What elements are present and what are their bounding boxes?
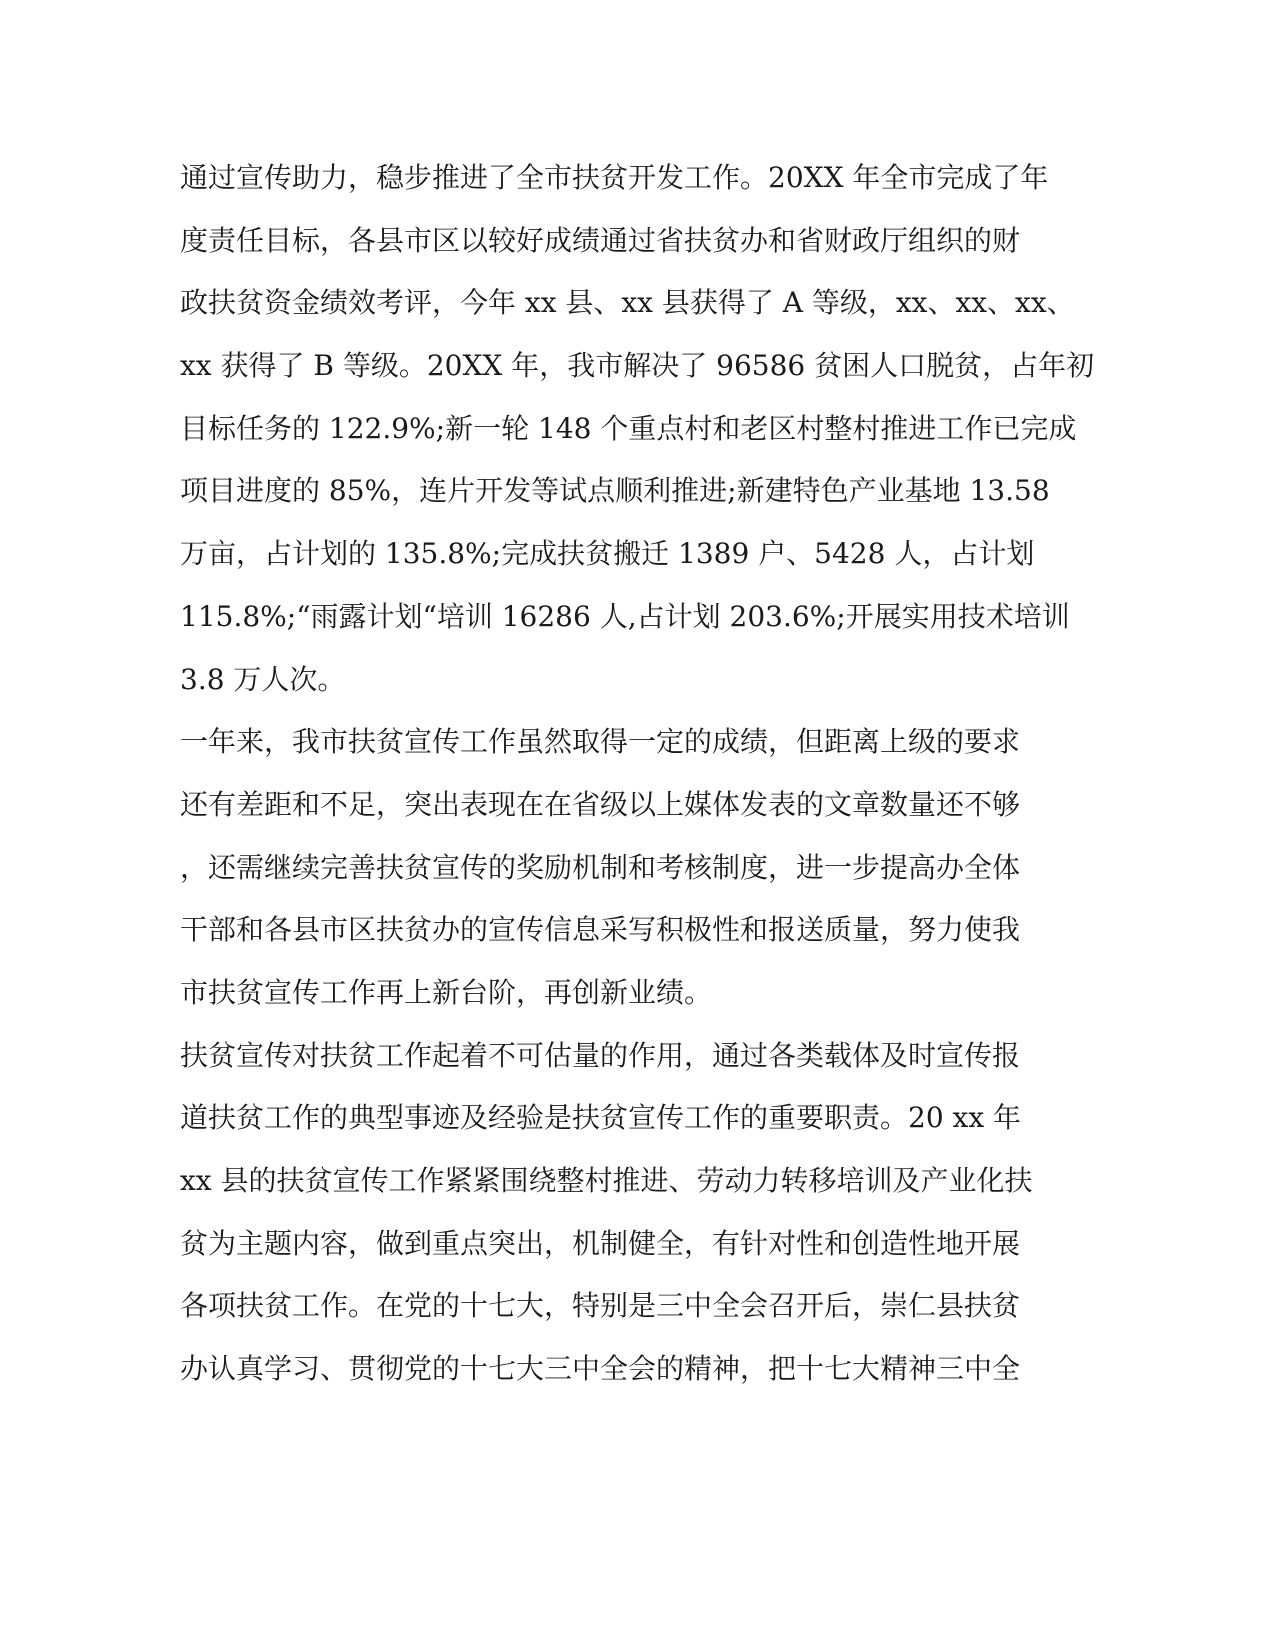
text-line: 政扶贫资金绩效考评，今年 xx 县、xx 县获得了 A 等级，xx、xx、xx、 xyxy=(180,286,1075,320)
text-line: 市扶贫宣传工作再上新台阶，再创新业绩。 xyxy=(180,975,713,1009)
text-line: 115.8%;“雨露计划“培训 16286 人,占计划 203.6%;开展实用技术培训 xyxy=(180,599,1070,633)
text-line: 一年来，我市扶贫宣传工作虽然取得一定的成绩，但距离上级的要求 xyxy=(180,725,1021,759)
text-line: 通过宣传助力，稳步推进了全市扶贫开发工作。20XX 年全市完成了年 xyxy=(180,161,1049,194)
text-line: 各项扶贫工作。在党的十七大，特别是三中全会召开后，崇仁县扶贫 xyxy=(180,1289,1021,1323)
text-line: 项目进度的 85%，连片开发等试点顺利推进;新建特色产业基地 13.58 xyxy=(180,474,1050,508)
text-line: ，还需继续完善扶贫宣传的奖励机制和考核制度，进一步提高办全体 xyxy=(180,850,1021,884)
text-line: 办认真学习、贯彻党的十七大三中全会的精神，把十七大精神三中全 xyxy=(180,1352,1021,1386)
text-line: 度责任目标，各县市区以较好成绩通过省扶贫办和省财政厅组织的财 xyxy=(180,223,1021,257)
text-line: xx 县的扶贫宣传工作紧紧围绕整村推进、劳动力转移培训及产业化扶 xyxy=(180,1164,1033,1197)
text-line: xx 获得了 B 等级。20XX 年，我市解决了 96586 贫困人口脱贫，占年初 xyxy=(180,349,1095,383)
text-line: 干部和各县市区扶贫办的宣传信息采写积极性和报送质量，努力使我 xyxy=(180,913,1021,947)
text-line: 道扶贫工作的典型事迹及经验是扶贫宣传工作的重要职责。20 xx 年 xyxy=(180,1101,1022,1135)
text-line: 目标任务的 122.9%;新一轮 148 个重点村和老区村整村推进工作已完成 xyxy=(180,411,1077,445)
text-line: 贫为主题内容，做到重点突出，机制健全，有针对性和创造性地开展 xyxy=(180,1226,1021,1260)
text-line: 扶贫宣传对扶贫工作起着不可估量的作用，通过各类载体及时宣传报 xyxy=(180,1038,1021,1072)
text-line: 还有差距和不足，突出表现在在省级以上媒体发表的文章数量还不够 xyxy=(180,787,1021,821)
text-line: 3.8 万人次。 xyxy=(180,662,346,696)
document-body xyxy=(180,147,1095,1401)
text-line: 万亩，占计划的 135.8%;完成扶贫搬迁 1389 户、5428 人，占计划 xyxy=(180,537,1035,571)
